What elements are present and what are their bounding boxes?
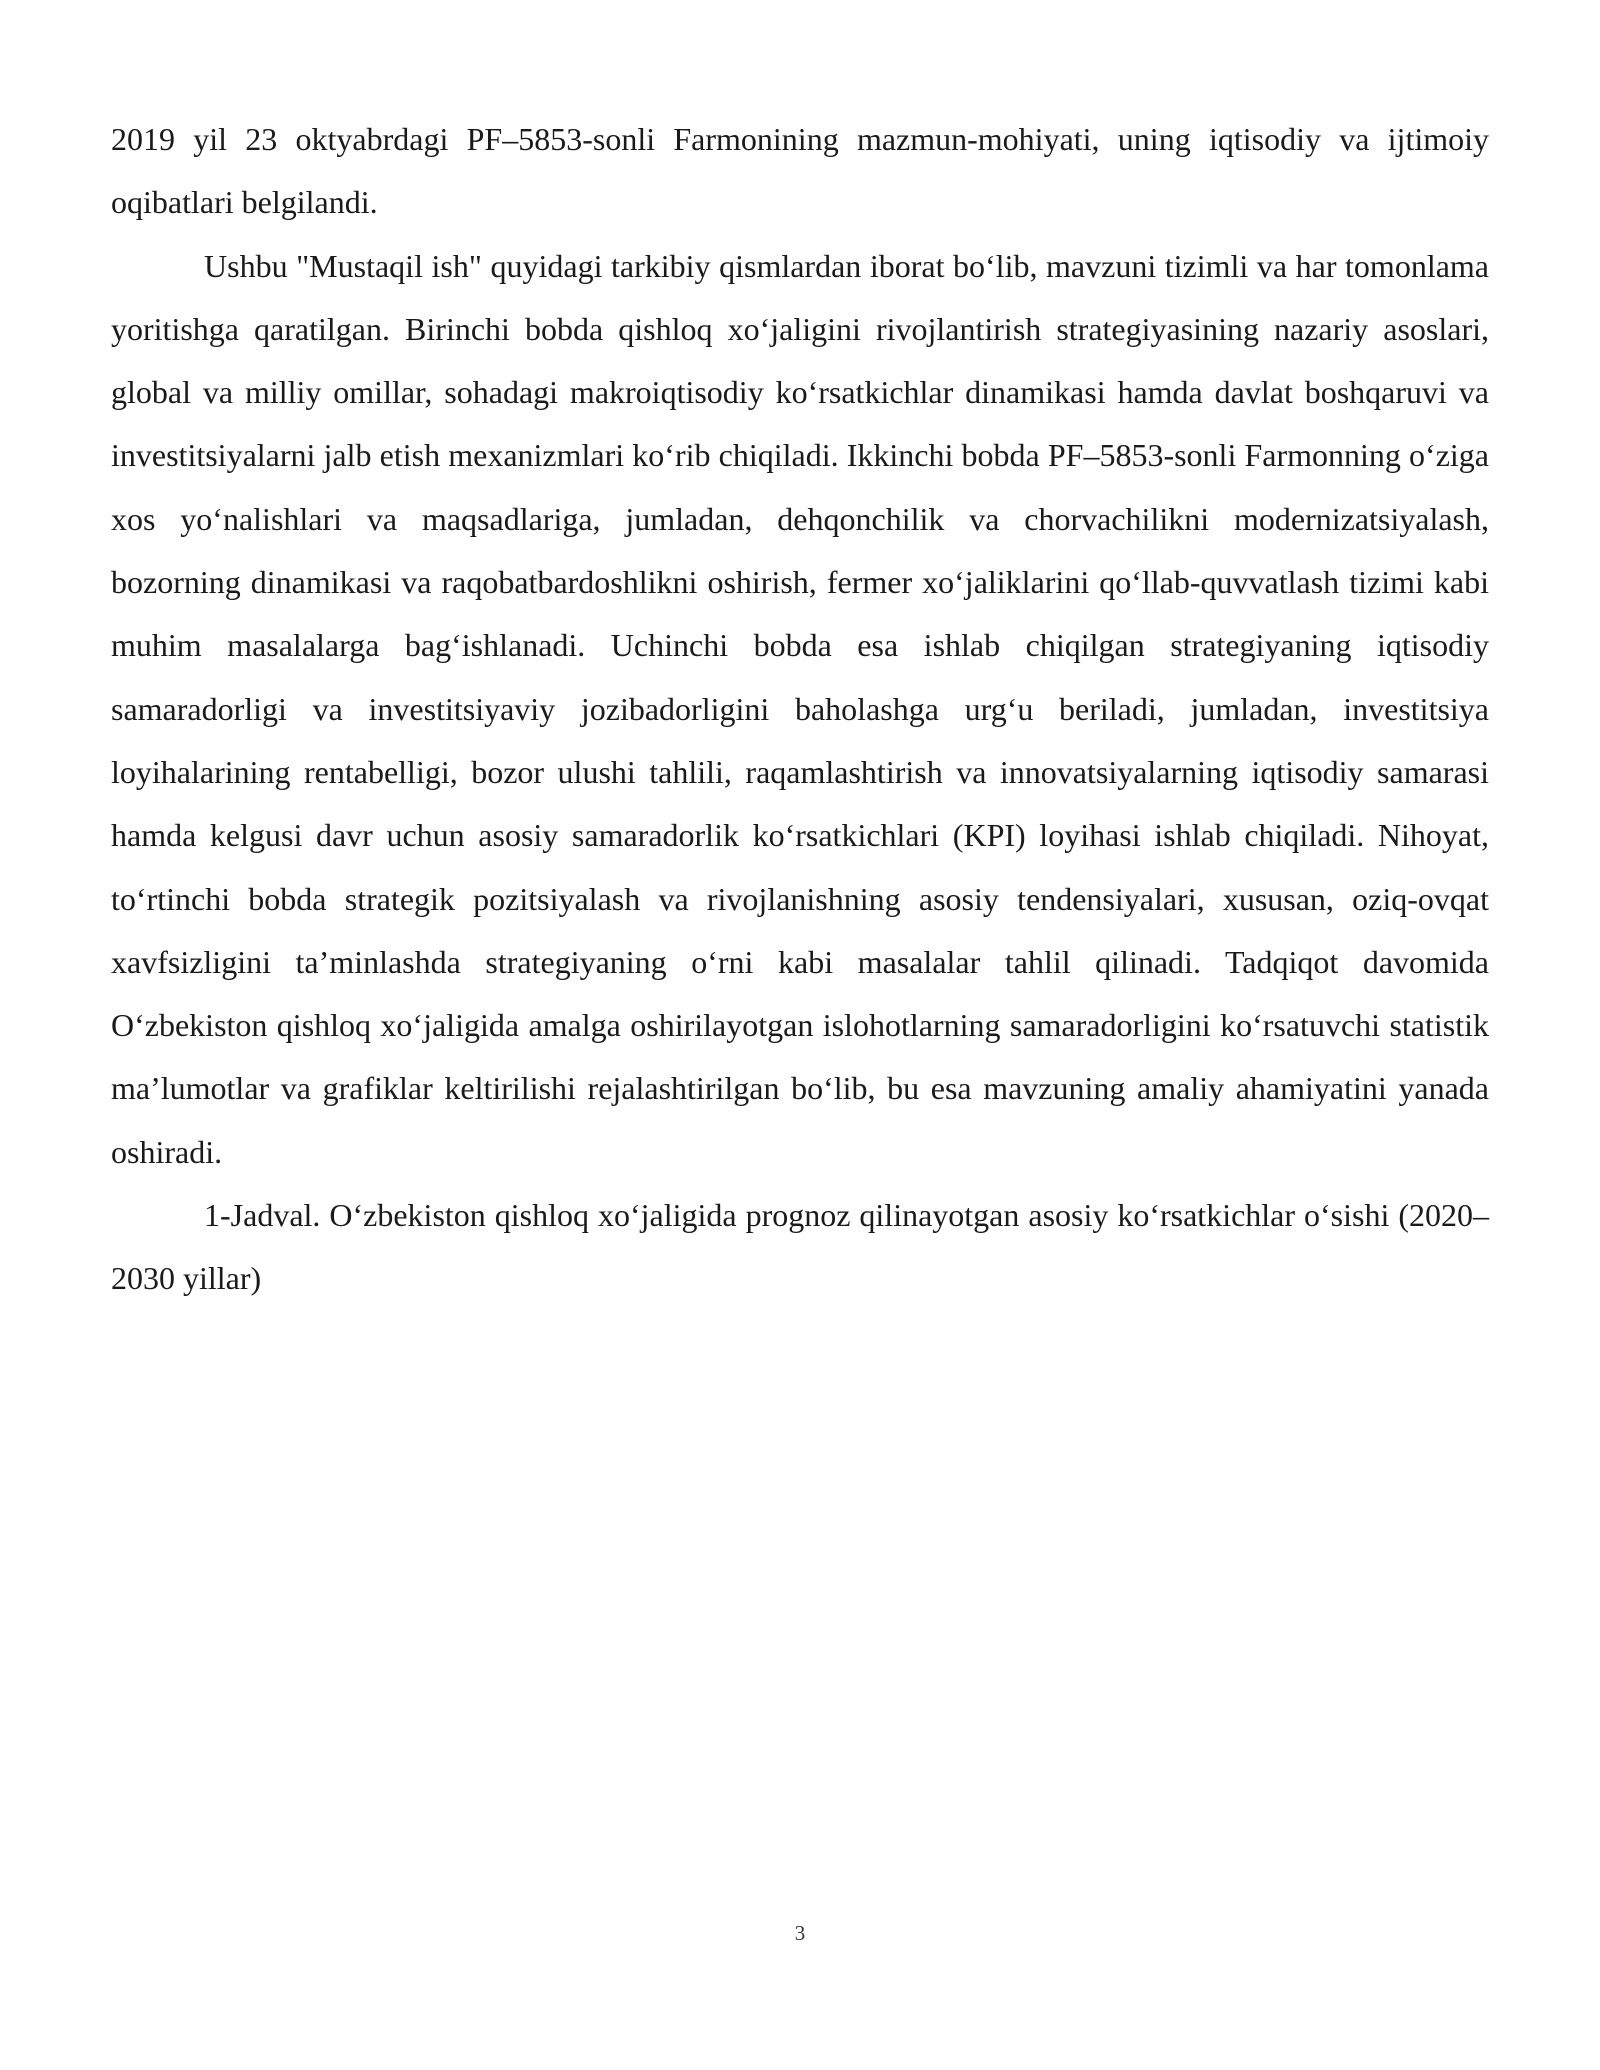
- page-number: 3: [794, 1921, 806, 1945]
- document-body: [111, 108, 1489, 1311]
- paragraph-continuation: 2019 yil 23 oktyabrdagi PF–5853-sonli Farmonining mazmun-mohiyati, uning iqtisodiy va ijtimoiy oqibatlari belgilandi.: [111, 121, 1489, 221]
- table-caption: 1-Jadval. Oʻzbekiston qishloq xoʻjaligida prognoz qilinayotgan asosiy koʻrsatkichlar oʻsishi (2020–2030 yillar): [111, 1197, 1489, 1297]
- paragraph-structure-overview: Ushbu "Mustaqil ish" quyidagi tarkibiy qismlardan iborat boʻlib, mavzuni tizimli va har tomonlama yoritishga qaratilgan. Birinchi bobda qishloq xoʻjaligini rivojlantirish strategiyasining nazariy asoslari, global va milliy omillar, sohadagi makroiqtisodiy koʻrsatkichlar dinamikasi hamda davlat boshqaruvi va investitsiyalarni jalb etish mexanizmlari koʻrib chiqiladi. Ikkinchi bobda PF–5853-sonli Farmonning oʻziga xos yoʻnalishlari va maqsadlariga, jumladan, dehqonchilik va chorvachilikni modernizatsiyalash, bozorning dinamikasi va raqobatbardoshlikni oshirish, fermer xoʻjaliklarini qoʻllab-quvvatlash tizimi kabi muhim masalalarga bagʻishlanadi. Uchinchi bobda esa ishlab chiqilgan strategiyaning iqtisodiy samaradorligi va investitsiyaviy jozibadorligini baholashga urgʻu beriladi, jumladan, investitsiya loyihalarining rentabelligi, bozor ulushi tahlili, raqamlashtirish va innovatsiyalarning iqtisodiy samarasi hamda kelgusi davr uchun asosiy samaradorlik koʻrsatkichlari (KPI) loyihasi ishlab chiqiladi. Nihoyat, toʻrtinchi bobda strategik pozitsiyalash va rivojlanishning asosiy tendensiyalari, xususan, oziq-ovqat xavfsizligini ta’minlashda strategiyaning oʻrni kabi masalalar tahlil qilinadi. Tadqiqot davomida Oʻzbekiston qishloq xoʻjaligida amalga oshirilayotgan islohotlarning samaradorligini koʻrsatuvchi statistik ma’lumotlar va grafiklar keltirilishi rejalashtirilgan boʻlib, bu esa mavzuning amaliy ahamiyatini yanada oshiradi.: [111, 247, 1489, 1170]
